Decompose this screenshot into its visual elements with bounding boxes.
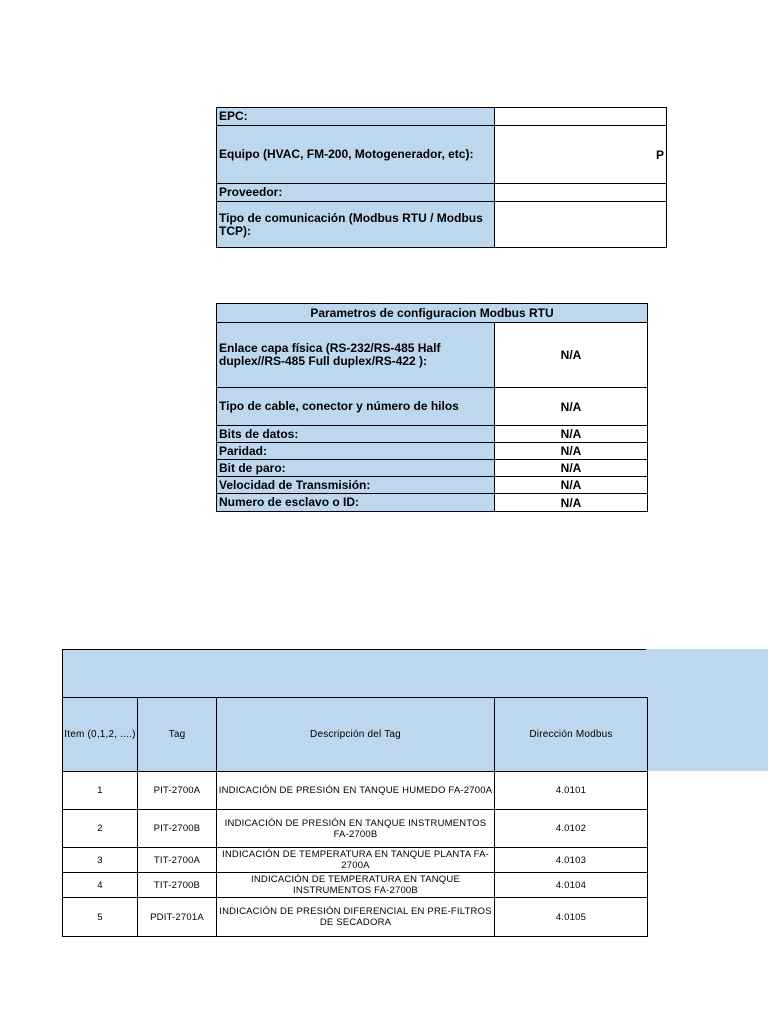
tag-table <box>62 697 648 937</box>
param-label: Paridad: <box>217 443 495 460</box>
desc-cell: INDICACIÓN DE TEMPERATURA EN TANQUE INSTRUMENTOS FA-2700B <box>217 873 495 898</box>
tag-cell: TIT-2700A <box>138 848 217 873</box>
table-row <box>63 848 648 873</box>
param-row <box>217 460 648 477</box>
param-label: Bit de paro: <box>217 460 495 477</box>
addr-cell: 4.0103 <box>495 848 648 873</box>
addr-cell: 4.0102 <box>495 810 648 848</box>
epc-value <box>495 108 667 126</box>
table-row <box>63 772 648 810</box>
item-cell: 1 <box>63 772 138 810</box>
param-value: N/A <box>495 426 648 443</box>
param-value: N/A <box>495 323 648 388</box>
table-row <box>63 810 648 848</box>
param-value: N/A <box>495 443 648 460</box>
info-row-epc <box>217 108 667 126</box>
param-label: Tipo de cable, conector y número de hilos <box>217 388 495 426</box>
param-row <box>217 426 648 443</box>
equipo-label: Equipo (HVAC, FM-200, Motogenerador, etc): <box>217 126 495 184</box>
general-info-table <box>216 107 667 248</box>
param-value: N/A <box>495 477 648 494</box>
proveedor-value <box>495 184 667 202</box>
param-row <box>217 443 648 460</box>
param-label: Numero de esclavo o ID: <box>217 494 495 512</box>
desc-cell: INDICACIÓN DE PRESIÓN EN TANQUE HUMEDO FA-2700A <box>217 772 495 810</box>
col-header-addr: Dirección Modbus <box>495 698 648 772</box>
info-row-equipo <box>217 126 667 184</box>
col-header-tag: Tag <box>138 698 217 772</box>
tag-cell: PIT-2700B <box>138 810 217 848</box>
proveedor-label: Proveedor: <box>217 184 495 202</box>
addr-cell: 4.0101 <box>495 772 648 810</box>
item-cell: 2 <box>63 810 138 848</box>
item-cell: 4 <box>63 873 138 898</box>
desc-cell: INDICACIÓN DE PRESIÓN DIFERENCIAL EN PRE-FILTROS DE SECADORA <box>217 898 495 937</box>
modbus-params-table <box>216 303 648 512</box>
tag-cell: PDIT-2701A <box>138 898 217 937</box>
item-cell: 3 <box>63 848 138 873</box>
param-label: Velocidad de Transmisión: <box>217 477 495 494</box>
param-label: Enlace capa física (RS-232/RS-485 Half duplex//RS-485 Full duplex/RS-422 ): <box>217 323 495 388</box>
params-title-row <box>217 304 648 323</box>
info-row-comunicacion <box>217 202 667 248</box>
item-cell: 5 <box>63 898 138 937</box>
desc-cell: INDICACIÓN DE PRESIÓN EN TANQUE INSTRUMENTOS FA-2700B <box>217 810 495 848</box>
comunicacion-value <box>495 202 667 248</box>
table-row <box>63 873 648 898</box>
param-row <box>217 477 648 494</box>
col-header-item: Item (0,1,2, ....) <box>63 698 138 772</box>
epc-label: EPC: <box>217 108 495 126</box>
tag-cell: PIT-2700A <box>138 772 217 810</box>
equipo-value: P <box>495 126 667 184</box>
addr-cell: 4.0105 <box>495 898 648 937</box>
param-row <box>217 494 648 512</box>
params-title: Parametros de configuracion Modbus RTU <box>217 304 648 323</box>
param-value: N/A <box>495 494 648 512</box>
desc-cell: INDICACIÓN DE TEMPERATURA EN TANQUE PLANTA FA-2700A <box>217 848 495 873</box>
header-fill-band <box>646 649 768 771</box>
param-value: N/A <box>495 388 648 426</box>
tag-table-top-band <box>62 649 646 697</box>
info-row-proveedor <box>217 184 667 202</box>
col-header-desc: Descripción del Tag <box>217 698 495 772</box>
comunicacion-label: Tipo de comunicación (Modbus RTU / Modbus TCP): <box>217 202 495 248</box>
addr-cell: 4.0104 <box>495 873 648 898</box>
param-row <box>217 323 648 388</box>
param-value: N/A <box>495 460 648 477</box>
tag-cell: TIT-2700B <box>138 873 217 898</box>
param-label: Bits de datos: <box>217 426 495 443</box>
table-row <box>63 898 648 937</box>
param-row <box>217 388 648 426</box>
tag-table-header <box>63 698 648 772</box>
